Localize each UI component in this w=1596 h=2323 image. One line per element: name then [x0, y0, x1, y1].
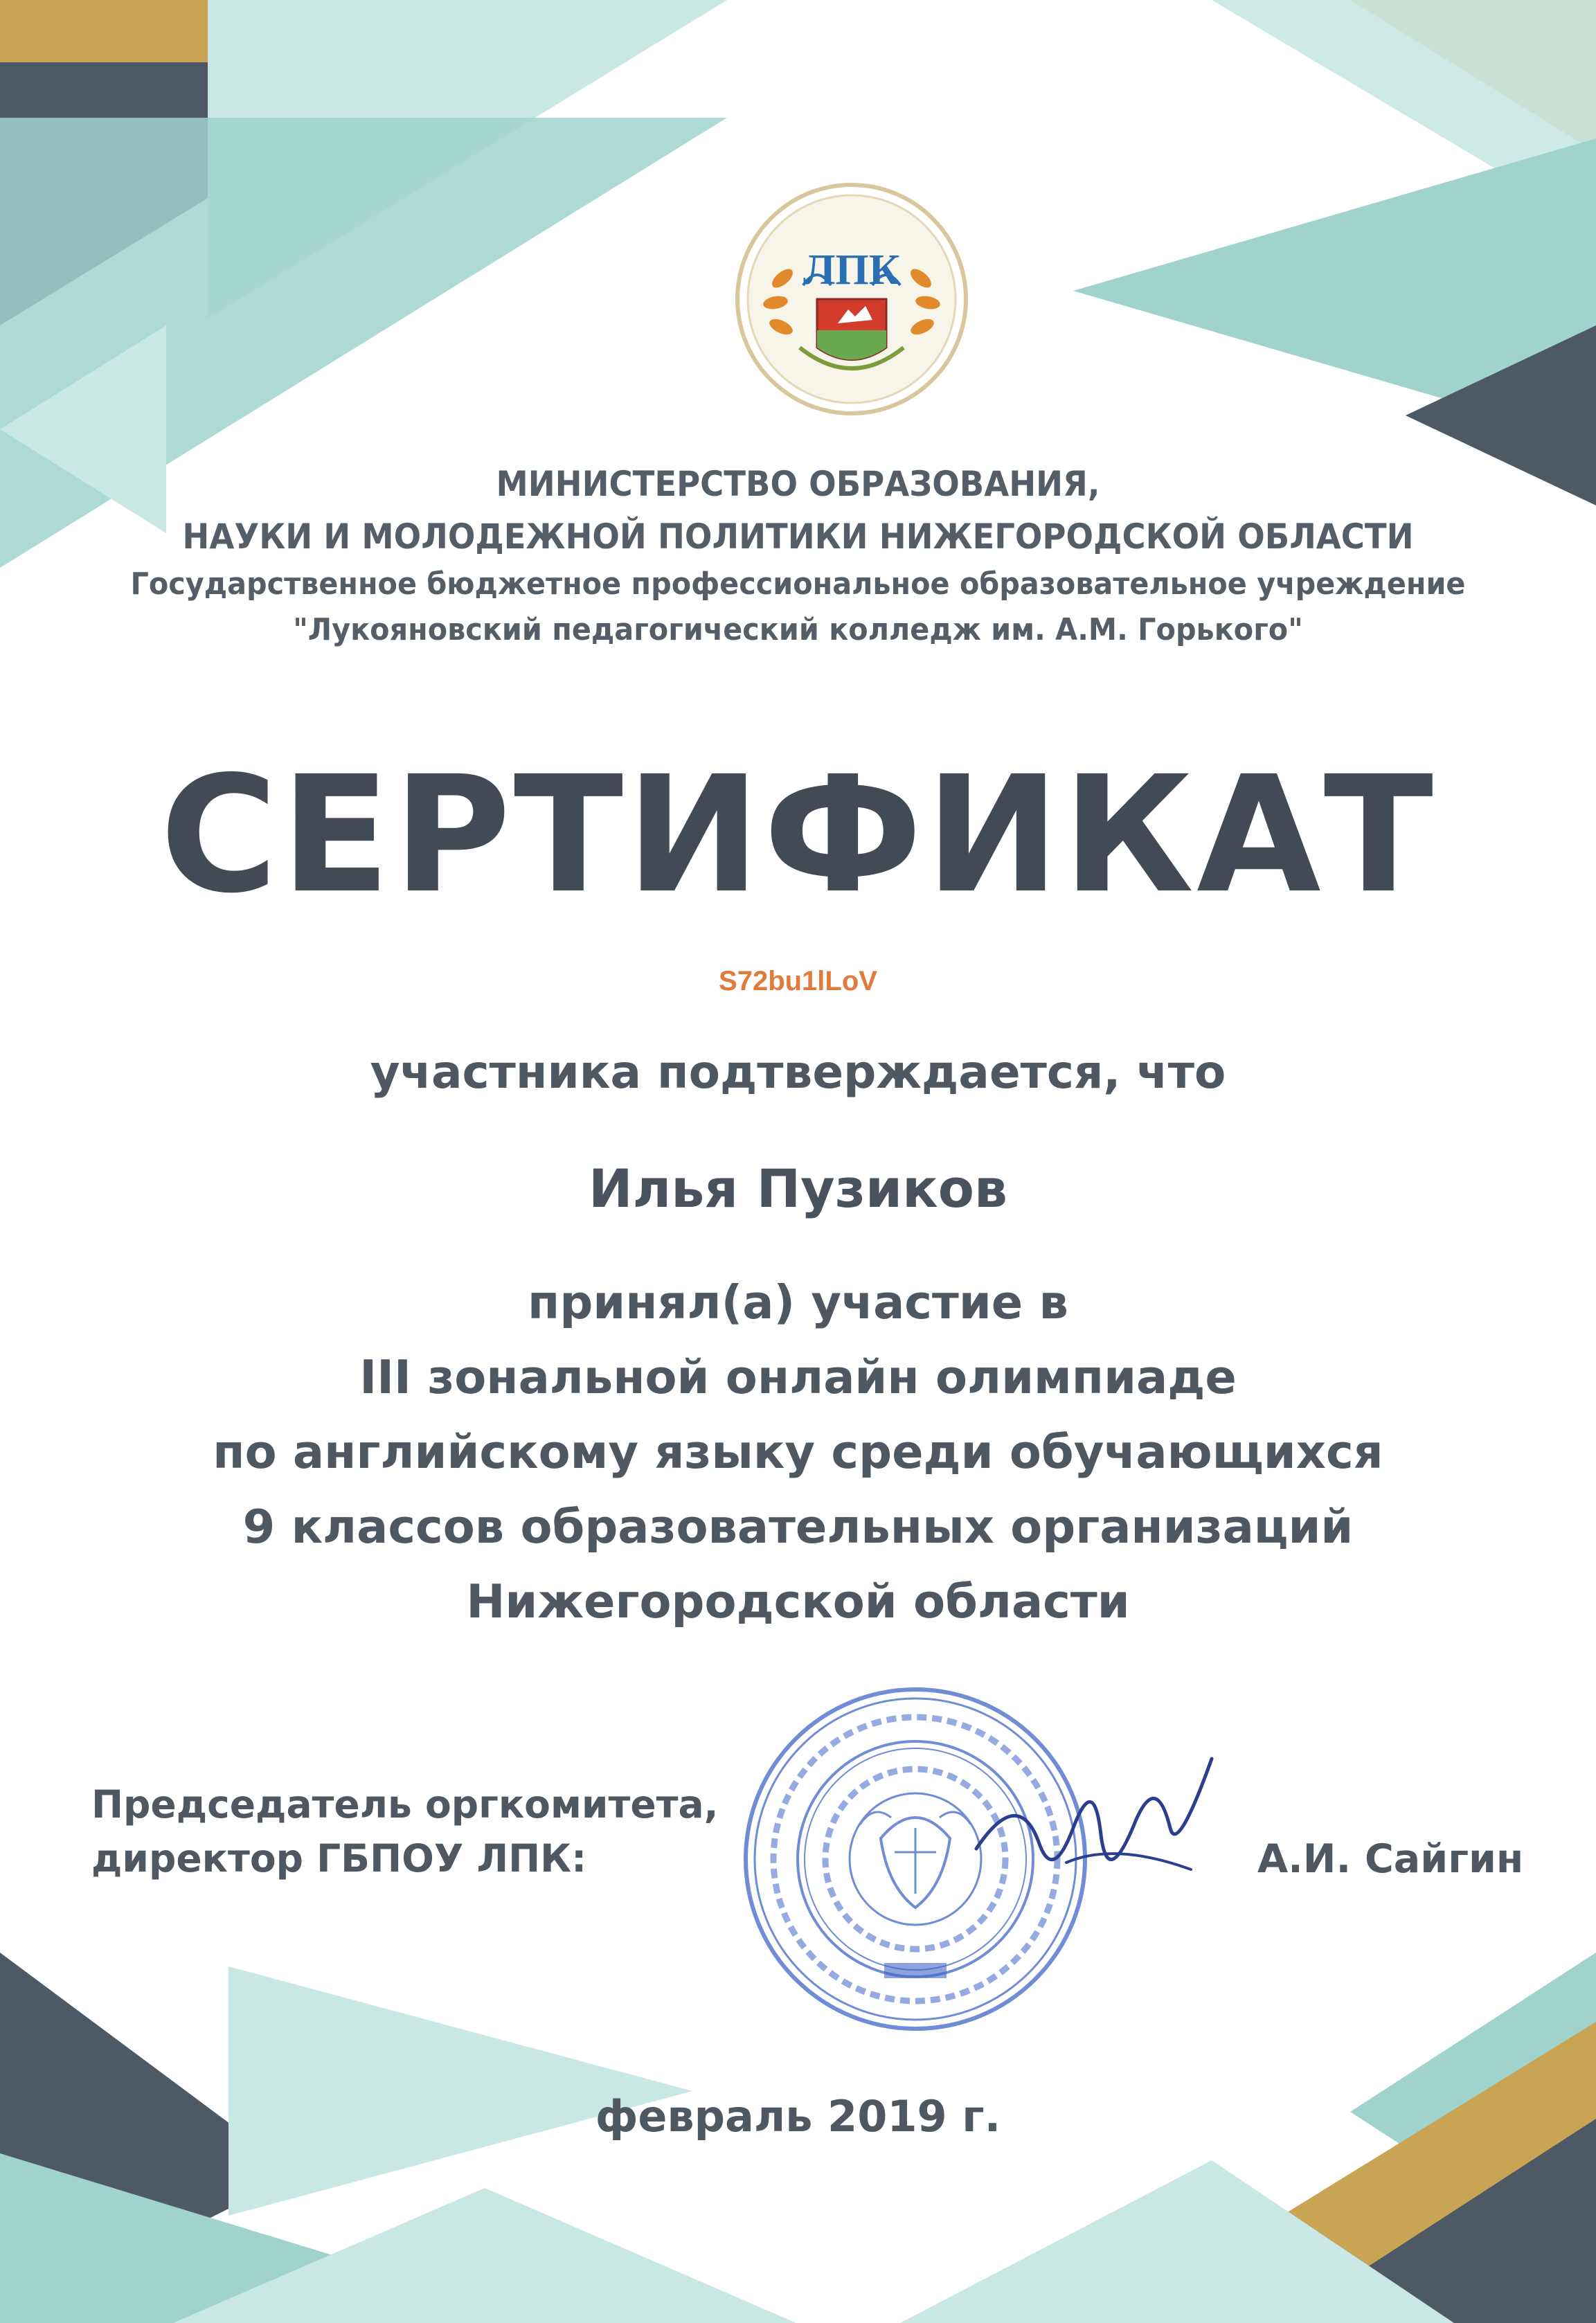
certificate-code: S72bu1lLoV — [719, 966, 877, 996]
participation-line-1: принял(а) участие в — [528, 1275, 1068, 1329]
ministry-line-1: МИНИСТЕРСТВО ОБРАЗОВАНИЯ, — [496, 464, 1100, 504]
signer-role-line-2: директор ГБПОУ ЛПК: — [91, 1836, 587, 1881]
college-emblem — [734, 181, 969, 417]
participation-line-2: III зональной онлайн олимпиаде — [359, 1350, 1237, 1404]
handwritten-signature — [962, 1745, 1239, 1904]
certificate-title: СЕРТИФИКАТ — [160, 742, 1436, 929]
institution-type: Государственное бюджетное профессиональное образовательное учреждение — [130, 566, 1466, 602]
participation-line-4: 9 классов образовательных организаций — [242, 1500, 1354, 1554]
participant-name: Илья Пузиков — [588, 1158, 1008, 1219]
confirmation-text: участника подтверждается, что — [370, 1046, 1226, 1099]
participation-line-3: по английскому языку среди обучающихся — [213, 1425, 1383, 1479]
participation-line-5: Нижегородской области — [466, 1575, 1130, 1629]
logo-letters: ЛПК — [803, 246, 900, 294]
signer-name: А.И. Сайгин — [1257, 1836, 1524, 1882]
ministry-line-2: НАУКИ И МОЛОДЕЖНОЙ ПОЛИТИКИ НИЖЕГОРОДСКОЙ ОБЛАСТИ — [182, 517, 1414, 557]
signer-role-line-1: Председатель оргкомитета, — [91, 1782, 719, 1827]
issue-date: февраль 2019 г. — [595, 2091, 1001, 2142]
institution-name: "Лукояновский педагогический колледж им. А.М. Горького" — [293, 612, 1303, 647]
